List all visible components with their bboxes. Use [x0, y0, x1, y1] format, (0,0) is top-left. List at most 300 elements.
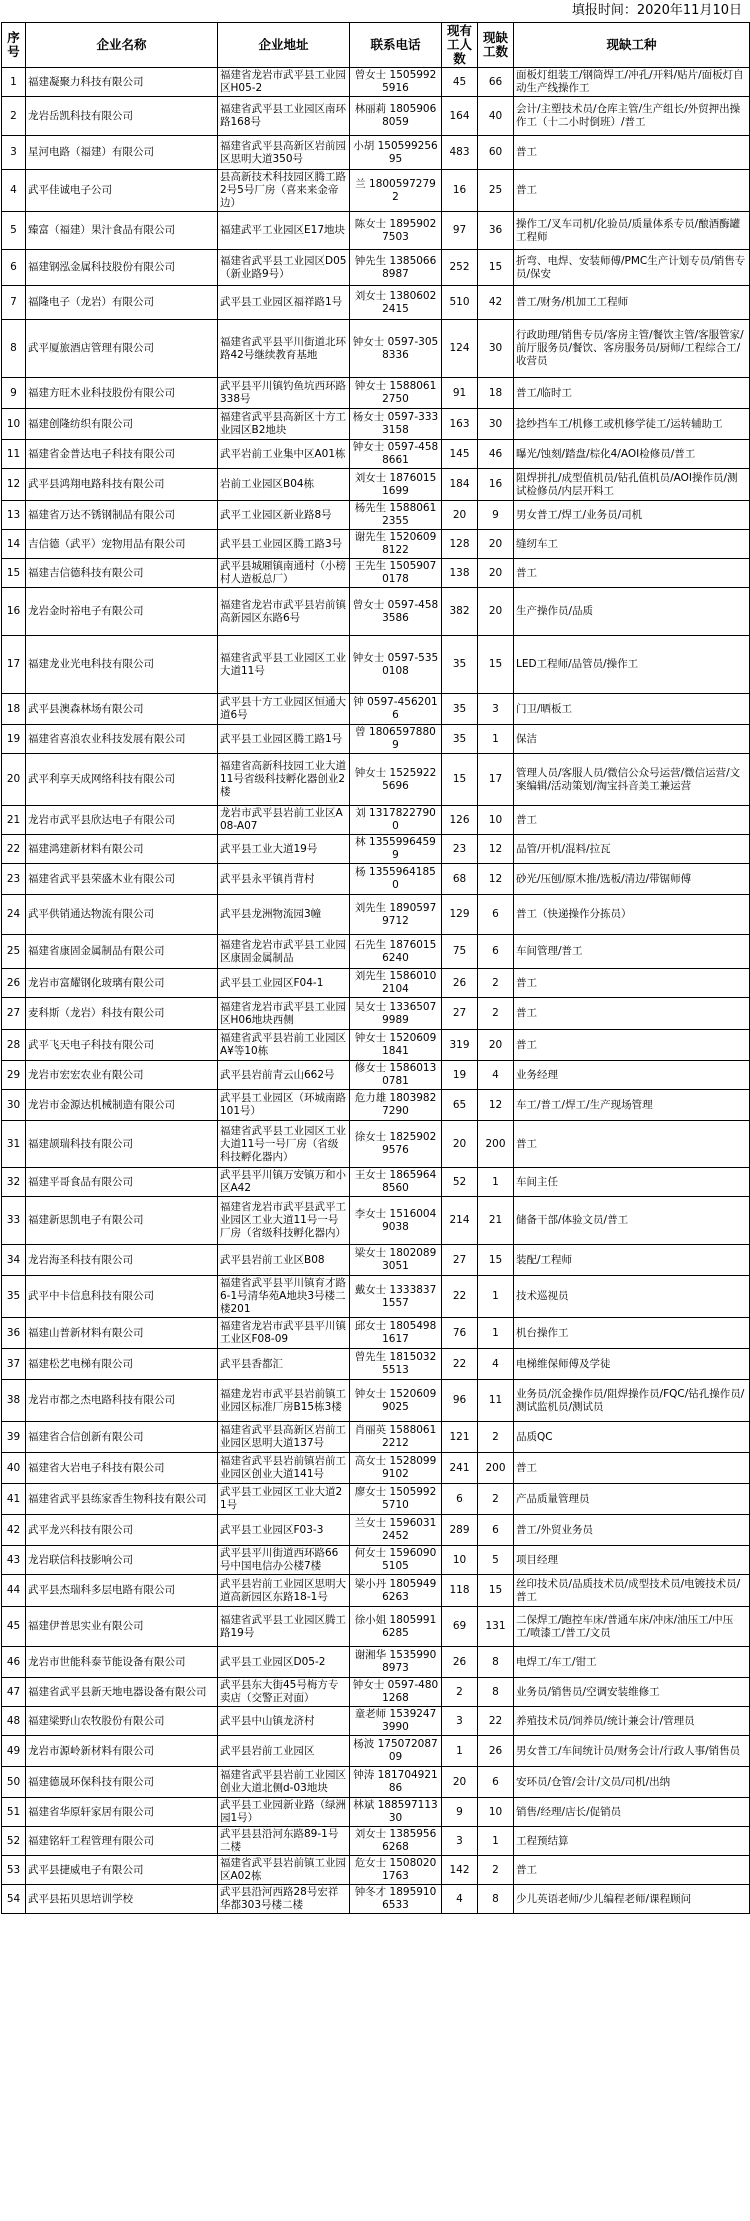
cell-phone: 陈女士 18959027503 [350, 212, 442, 250]
table-row [2, 440, 750, 469]
cell-phone: 肖丽英 15880612212 [350, 1422, 442, 1453]
table-row [2, 1736, 750, 1767]
cell-company: 龙岩市源岭新材料有限公司 [26, 1736, 218, 1767]
cell-index: 22 [2, 835, 26, 864]
cell-company: 星河电路（福建）有限公司 [26, 136, 218, 170]
cell-index: 34 [2, 1245, 26, 1276]
cell-company: 福建创隆纺织有限公司 [26, 409, 218, 440]
cell-company: 福建省华原轩家居有限公司 [26, 1798, 218, 1827]
cell-address: 武平县工业园新业路（绿洲园1号） [218, 1798, 350, 1827]
cell-shortage: 8 [478, 1885, 514, 1914]
table-row [2, 1546, 750, 1575]
col-header-shortage: 现缺工数 [478, 23, 514, 68]
cell-job-types: 男女普工/焊工/业务员/司机 [514, 501, 750, 530]
cell-company: 福建新思凯电子有限公司 [26, 1197, 218, 1245]
cell-company: 武平县捷威电子有限公司 [26, 1856, 218, 1885]
cell-address: 武平县城厢镇南通村（小榜村人造板总厂） [218, 559, 350, 588]
table-row [2, 1515, 750, 1546]
cell-address: 福建省武平县高新区十方工业园区B2地块 [218, 409, 350, 440]
cell-shortage: 8 [478, 1647, 514, 1678]
cell-phone: 徐女士 18259029576 [350, 1121, 442, 1168]
cell-phone: 曾女士 0597-4583586 [350, 588, 442, 636]
cell-phone: 谢先生 15206098122 [350, 530, 442, 559]
cell-workers: 126 [442, 806, 478, 835]
cell-index: 38 [2, 1380, 26, 1422]
cell-shortage: 1 [478, 1318, 514, 1349]
cell-address: 武平县岩前青云山662号 [218, 1061, 350, 1090]
cell-company: 武平供销通达物流有限公司 [26, 895, 218, 935]
cell-workers: 65 [442, 1090, 478, 1121]
table-row [2, 501, 750, 530]
cell-address: 福建省武平县工业园区工业大道11号一号厂房（省级科技孵化器内） [218, 1121, 350, 1168]
cell-company: 福建吉信德科技有限公司 [26, 559, 218, 588]
cell-phone: 刘先生 15860102104 [350, 969, 442, 998]
cell-phone: 钟女士 0597-3058336 [350, 320, 442, 378]
cell-address: 武平县东大街45号梅方专卖店（交警正对面） [218, 1678, 350, 1707]
cell-job-types: 行政助理/销售专员/客房主管/餐饮主管/客服管家/前厅服务员/餐饮、客房服务员/厨师/工程综合工/收营员 [514, 320, 750, 378]
cell-address: 武平县县沿河东路89-1号二楼 [218, 1827, 350, 1856]
cell-address: 岩前工业园区B04栋 [218, 469, 350, 501]
cell-workers: 16 [442, 170, 478, 212]
cell-address: 武平县工业园区F04-1 [218, 969, 350, 998]
table-row [2, 1422, 750, 1453]
cell-address: 武平岩前工业集中区A01栋 [218, 440, 350, 469]
cell-address: 武平县永平镇肖背村 [218, 864, 350, 895]
cell-index: 37 [2, 1349, 26, 1380]
cell-index: 54 [2, 1885, 26, 1914]
col-header-company: 企业名称 [26, 23, 218, 68]
cell-index: 3 [2, 136, 26, 170]
cell-workers: 118 [442, 1575, 478, 1607]
cell-company: 福建颉瑞科技有限公司 [26, 1121, 218, 1168]
cell-phone: 杨女士 0597-3333158 [350, 409, 442, 440]
cell-phone: 危女士 15080201763 [350, 1856, 442, 1885]
cell-workers: 128 [442, 530, 478, 559]
cell-shortage: 20 [478, 530, 514, 559]
cell-index: 44 [2, 1575, 26, 1607]
cell-company: 武平县拓贝思培训学校 [26, 1885, 218, 1914]
cell-address: 武平县平川街道西环路66号中国电信办公楼7楼 [218, 1546, 350, 1575]
cell-workers: 91 [442, 378, 478, 409]
cell-address: 福建省龙岩市武平县工业园区康固金属制品 [218, 935, 350, 969]
cell-workers: 241 [442, 1453, 478, 1484]
cell-job-types: 电焊工/车工/钳工 [514, 1647, 750, 1678]
cell-address: 武平县工业园区福祥路1号 [218, 286, 350, 320]
cell-index: 24 [2, 895, 26, 935]
table-row [2, 998, 750, 1030]
cell-workers: 121 [442, 1422, 478, 1453]
cell-index: 42 [2, 1515, 26, 1546]
cell-company: 龙岩岳凯科技有限公司 [26, 97, 218, 136]
cell-job-types: 阻焊拼扎/成型值机员/钻孔值机员/AOI操作员/测试检修员/内层开料工 [514, 469, 750, 501]
cell-shortage: 12 [478, 1090, 514, 1121]
cell-workers: 289 [442, 1515, 478, 1546]
cell-phone: 曾先生 18150325513 [350, 1349, 442, 1380]
cell-index: 52 [2, 1827, 26, 1856]
cell-company: 福建省金普达电子科技有限公司 [26, 440, 218, 469]
cell-phone: 刘女士 18760151699 [350, 469, 442, 501]
cell-phone: 林丽莉 18059068059 [350, 97, 442, 136]
cell-address: 武平县工业园区D05-2 [218, 1647, 350, 1678]
cell-index: 33 [2, 1197, 26, 1245]
cell-phone: 钟女士 15206099025 [350, 1380, 442, 1422]
table-row [2, 806, 750, 835]
table-row [2, 320, 750, 378]
cell-job-types: 普工 [514, 1030, 750, 1061]
cell-job-types: 装配/工程师 [514, 1245, 750, 1276]
cell-job-types: 普工/外贸业务员 [514, 1515, 750, 1546]
cell-phone: 邱女士 18054981617 [350, 1318, 442, 1349]
cell-shortage: 10 [478, 1798, 514, 1827]
cell-index: 47 [2, 1678, 26, 1707]
cell-index: 23 [2, 864, 26, 895]
cell-phone: 王先生 15059070178 [350, 559, 442, 588]
cell-job-types: 普工 [514, 559, 750, 588]
cell-company: 福建方旺木业科技股份有限公司 [26, 378, 218, 409]
cell-company: 武平厦旅酒店管理有限公司 [26, 320, 218, 378]
col-header-index: 序号 [2, 23, 26, 68]
cell-shortage: 9 [478, 501, 514, 530]
cell-job-types: 品管/开机/混料/拉瓦 [514, 835, 750, 864]
cell-shortage: 46 [478, 440, 514, 469]
cell-job-types: 普工/临时工 [514, 378, 750, 409]
cell-phone: 谢湘华 15359908973 [350, 1647, 442, 1678]
cell-address: 武平县香都汇 [218, 1349, 350, 1380]
cell-company: 龙岩市金源达机械制造有限公司 [26, 1090, 218, 1121]
col-header-address: 企业地址 [218, 23, 350, 68]
cell-workers: 45 [442, 68, 478, 97]
cell-workers: 145 [442, 440, 478, 469]
table-row [2, 636, 750, 694]
table-row [2, 68, 750, 97]
cell-phone: 林 13559964599 [350, 835, 442, 864]
cell-index: 32 [2, 1168, 26, 1197]
cell-shortage: 42 [478, 286, 514, 320]
cell-address: 福建省龙岩市武平县工业园区H05-2 [218, 68, 350, 97]
cell-company: 龙岩市富耀钢化玻璃有限公司 [26, 969, 218, 998]
cell-index: 12 [2, 469, 26, 501]
cell-index: 39 [2, 1422, 26, 1453]
cell-address: 福建省武平县岩前工业园区创业大道北侧d-03地块 [218, 1767, 350, 1798]
cell-index: 49 [2, 1736, 26, 1767]
cell-company: 龙岩市都之杰电路科技有限公司 [26, 1380, 218, 1422]
cell-shortage: 1 [478, 1276, 514, 1318]
cell-workers: 10 [442, 1546, 478, 1575]
cell-job-types: 生产操作员/品质 [514, 588, 750, 636]
cell-job-types: 养殖技术员/饲养员/统计兼会计/管理员 [514, 1707, 750, 1736]
cell-workers: 163 [442, 409, 478, 440]
table-row [2, 1276, 750, 1318]
cell-company: 龙岩金时裕电子有限公司 [26, 588, 218, 636]
cell-workers: 20 [442, 1121, 478, 1168]
table-row [2, 1030, 750, 1061]
cell-company: 福建省武平县练家香生物科技有限公司 [26, 1484, 218, 1515]
cell-company: 福隆电子（龙岩）有限公司 [26, 286, 218, 320]
table-row [2, 1678, 750, 1707]
cell-workers: 2 [442, 1678, 478, 1707]
cell-workers: 76 [442, 1318, 478, 1349]
cell-phone: 曾 18065978809 [350, 725, 442, 754]
cell-workers: 69 [442, 1607, 478, 1647]
cell-index: 51 [2, 1798, 26, 1827]
cell-address: 武平县工业园区腾工路3号 [218, 530, 350, 559]
cell-phone: 兰 18005972792 [350, 170, 442, 212]
cell-index: 48 [2, 1707, 26, 1736]
cell-job-types: 折弯、电焊、安装师傅/PMC生产计划专员/销售专员/保安 [514, 250, 750, 286]
cell-index: 6 [2, 250, 26, 286]
cell-workers: 252 [442, 250, 478, 286]
cell-job-types: 保洁 [514, 725, 750, 754]
cell-phone: 刘先生 18905979712 [350, 895, 442, 935]
cell-address: 县高新技术科技园区腾工路2号5号厂房（喜来来金帝边） [218, 170, 350, 212]
cell-phone: 钟先生 13850668987 [350, 250, 442, 286]
cell-phone: 兰女士 15960312452 [350, 1515, 442, 1546]
cell-shortage: 12 [478, 835, 514, 864]
cell-company: 麦科斯（龙岩）科技有限公司 [26, 998, 218, 1030]
cell-job-types: 电梯维保师傅及学徒 [514, 1349, 750, 1380]
cell-index: 1 [2, 68, 26, 97]
cell-shortage: 25 [478, 170, 514, 212]
cell-company: 武平县杰瑞科多层电路有限公司 [26, 1575, 218, 1607]
cell-job-types: 业务经理 [514, 1061, 750, 1090]
cell-index: 13 [2, 501, 26, 530]
cell-index: 5 [2, 212, 26, 250]
cell-workers: 68 [442, 864, 478, 895]
cell-company: 福建省合信创新有限公司 [26, 1422, 218, 1453]
cell-company: 武平县澳森林场有限公司 [26, 694, 218, 725]
cell-job-types: 普工 [514, 1856, 750, 1885]
cell-address: 福建省武平县高新区岩前工业园区思明大道137号 [218, 1422, 350, 1453]
cell-index: 4 [2, 170, 26, 212]
table-row [2, 1380, 750, 1422]
cell-job-types: 品质QC [514, 1422, 750, 1453]
cell-company: 武平龙兴科技有限公司 [26, 1515, 218, 1546]
table-row [2, 835, 750, 864]
table-row [2, 1168, 750, 1197]
cell-job-types: 砂光/压刨/原木推/选板/清边/带锯师傅 [514, 864, 750, 895]
cell-phone: 王女士 18659648560 [350, 1168, 442, 1197]
table-row [2, 588, 750, 636]
cell-company: 福建平哥食品有限公司 [26, 1168, 218, 1197]
cell-workers: 23 [442, 835, 478, 864]
cell-job-types: 普工 [514, 969, 750, 998]
cell-shortage: 1 [478, 725, 514, 754]
cell-address: 武平县工业园区（环城南路101号） [218, 1090, 350, 1121]
cell-workers: 214 [442, 1197, 478, 1245]
cell-index: 14 [2, 530, 26, 559]
cell-shortage: 200 [478, 1453, 514, 1484]
cell-company: 龙岩市世能科泰节能设备有限公司 [26, 1647, 218, 1678]
table-row [2, 1061, 750, 1090]
cell-shortage: 4 [478, 1349, 514, 1380]
cell-job-types: 缝纫车工 [514, 530, 750, 559]
cell-company: 吉信德（武平）宠物用品有限公司 [26, 530, 218, 559]
cell-company: 福建山普新材料有限公司 [26, 1318, 218, 1349]
table-row [2, 97, 750, 136]
cell-phone: 廖女士 15059925710 [350, 1484, 442, 1515]
cell-company: 福建省大岩电子科技有限公司 [26, 1453, 218, 1484]
cell-workers: 97 [442, 212, 478, 250]
cell-company: 福建鸿建新材料有限公司 [26, 835, 218, 864]
cell-workers: 483 [442, 136, 478, 170]
cell-shortage: 2 [478, 998, 514, 1030]
cell-shortage: 6 [478, 895, 514, 935]
cell-shortage: 2 [478, 969, 514, 998]
cell-workers: 35 [442, 694, 478, 725]
cell-index: 43 [2, 1546, 26, 1575]
cell-company: 臻富（福建）果汁食品有限公司 [26, 212, 218, 250]
table-row [2, 212, 750, 250]
cell-job-types: 车工/普工/焊工/生产现场管理 [514, 1090, 750, 1121]
cell-job-types: 项目经理 [514, 1546, 750, 1575]
cell-shortage: 15 [478, 1575, 514, 1607]
cell-address: 武平县工业大道19号 [218, 835, 350, 864]
cell-workers: 27 [442, 998, 478, 1030]
cell-phone: 童老师 15392473990 [350, 1707, 442, 1736]
cell-index: 29 [2, 1061, 26, 1090]
cell-shortage: 2 [478, 1856, 514, 1885]
cell-company: 武平飞天电子科技有限公司 [26, 1030, 218, 1061]
cell-index: 27 [2, 998, 26, 1030]
cell-address: 武平县工业园区F03-3 [218, 1515, 350, 1546]
cell-index: 50 [2, 1767, 26, 1798]
cell-phone: 小胡 15059925695 [350, 136, 442, 170]
cell-company: 龙岩联信科技影响公司 [26, 1546, 218, 1575]
cell-index: 19 [2, 725, 26, 754]
cell-job-types: 管理人员/客服人员/微信公众号运营/微信运营/文案编辑/活动策划/淘宝抖音美工兼运营 [514, 754, 750, 806]
cell-address: 福建省武平县岩前镇工业园区A02栋 [218, 1856, 350, 1885]
cell-workers: 164 [442, 97, 478, 136]
cell-workers: 124 [442, 320, 478, 378]
cell-shortage: 5 [478, 1546, 514, 1575]
cell-phone: 刘 13178227900 [350, 806, 442, 835]
cell-address: 武平县岩前工业区B08 [218, 1245, 350, 1276]
cell-index: 53 [2, 1856, 26, 1885]
cell-workers: 75 [442, 935, 478, 969]
table-row [2, 469, 750, 501]
cell-company: 武平中卡信息科技有限公司 [26, 1276, 218, 1318]
cell-index: 9 [2, 378, 26, 409]
cell-company: 龙岩海圣科技有限公司 [26, 1245, 218, 1276]
cell-job-types: 安环员/仓管/会计/文员/司机/出纳 [514, 1767, 750, 1798]
cell-workers: 510 [442, 286, 478, 320]
table-row [2, 136, 750, 170]
cell-phone: 修女士 15860130781 [350, 1061, 442, 1090]
cell-workers: 138 [442, 559, 478, 588]
cell-phone: 梁女士 18020893051 [350, 1245, 442, 1276]
cell-phone: 钟女士 0597-4801268 [350, 1678, 442, 1707]
cell-job-types: 工程预结算 [514, 1827, 750, 1856]
cell-shortage: 30 [478, 409, 514, 440]
cell-company: 福建省武平县荣盛木业有限公司 [26, 864, 218, 895]
cell-workers: 19 [442, 1061, 478, 1090]
cell-company: 福建省万达不锈钢制品有限公司 [26, 501, 218, 530]
cell-job-types: 普工 [514, 998, 750, 1030]
cell-workers: 35 [442, 636, 478, 694]
cell-phone: 吴女士 13365079989 [350, 998, 442, 1030]
cell-address: 武平县龙洲物流园3幢 [218, 895, 350, 935]
cell-company: 福建铭轩工程管理有限公司 [26, 1827, 218, 1856]
cell-shortage: 21 [478, 1197, 514, 1245]
cell-job-types: 产品质量管理员 [514, 1484, 750, 1515]
cell-workers: 26 [442, 969, 478, 998]
cell-company: 福建梁野山农牧股份有限公司 [26, 1707, 218, 1736]
cell-address: 福建省武平县平川街道北环路42号继续教育基地 [218, 320, 350, 378]
table-row [2, 725, 750, 754]
cell-shortage: 131 [478, 1607, 514, 1647]
table-row [2, 1647, 750, 1678]
cell-job-types: 会计/主塑技术员/仓库主管/生产组长/外贸押出操作工（十二小时倒班）/普工 [514, 97, 750, 136]
cell-job-types: 丝印技术员/品质技术员/成型技术员/电镀技术员/普工 [514, 1575, 750, 1607]
cell-address: 武平县平川镇万安镇万和小区A42 [218, 1168, 350, 1197]
cell-phone: 石先生 18760156240 [350, 935, 442, 969]
table-row [2, 1453, 750, 1484]
cell-workers: 96 [442, 1380, 478, 1422]
table-row [2, 1575, 750, 1607]
table-row [2, 1856, 750, 1885]
cell-phone: 林斌 18859711330 [350, 1798, 442, 1827]
cell-phone: 钟女士 15259225696 [350, 754, 442, 806]
cell-company: 武平县鸿翔电路科技有限公司 [26, 469, 218, 501]
cell-phone: 李女士 15160049038 [350, 1197, 442, 1245]
cell-index: 36 [2, 1318, 26, 1349]
cell-job-types: 技术巡视员 [514, 1276, 750, 1318]
cell-company: 福建伊普思实业有限公司 [26, 1607, 218, 1647]
cell-address: 福建省武平县工业园区南环路168号 [218, 97, 350, 136]
cell-workers: 3 [442, 1827, 478, 1856]
table-row [2, 1827, 750, 1856]
cell-company: 福建钢泓金属科技股份有限公司 [26, 250, 218, 286]
cell-address: 武平县岩前工业园区 [218, 1736, 350, 1767]
col-header-phone: 联系电话 [350, 23, 442, 68]
cell-job-types: 男女普工/车间统计员/财务会计/行政人事/销售员 [514, 1736, 750, 1767]
cell-address: 福建省龙岩市武平县武平工业园区工业大道11号一号厂房（省级科技孵化器内） [218, 1197, 350, 1245]
table-row [2, 1885, 750, 1914]
cell-address: 武平县岩前工业园区思明大道高新园区东路18-1号 [218, 1575, 350, 1607]
cell-index: 7 [2, 286, 26, 320]
cell-address: 福建省武平县岩前镇岩前工业园区创业大道141号 [218, 1453, 350, 1484]
cell-workers: 20 [442, 1767, 478, 1798]
cell-company: 福建省武平县新天地电器设备有限公司 [26, 1678, 218, 1707]
cell-workers: 27 [442, 1245, 478, 1276]
cell-shortage: 6 [478, 935, 514, 969]
cell-shortage: 22 [478, 1707, 514, 1736]
cell-job-types: LED工程师/品管员/操作工 [514, 636, 750, 694]
cell-phone: 梁小丹 18059496263 [350, 1575, 442, 1607]
table-row [2, 864, 750, 895]
table-row [2, 754, 750, 806]
cell-job-types: 普工 [514, 1121, 750, 1168]
cell-phone: 曾女士 15059925916 [350, 68, 442, 97]
cell-workers: 142 [442, 1856, 478, 1885]
cell-phone: 钟女士 15206091841 [350, 1030, 442, 1061]
table-row [2, 1767, 750, 1798]
cell-shortage: 2 [478, 1484, 514, 1515]
cell-job-types: 普工/财务/机加工工程师 [514, 286, 750, 320]
cell-phone: 杨 13559641850 [350, 864, 442, 895]
cell-company: 武平佳诚电子公司 [26, 170, 218, 212]
cell-phone: 钟女士 0597-4588661 [350, 440, 442, 469]
cell-phone: 钟涛 18170492186 [350, 1767, 442, 1798]
cell-phone: 徐小姐 18059916285 [350, 1607, 442, 1647]
col-header-job-types: 现缺工种 [514, 23, 750, 68]
cell-shortage: 16 [478, 469, 514, 501]
cell-workers: 15 [442, 754, 478, 806]
cell-workers: 35 [442, 725, 478, 754]
cell-address: 福建省高新科技园工业大道11号省级科技孵化器创业2楼 [218, 754, 350, 806]
table-row [2, 1349, 750, 1380]
table-row [2, 378, 750, 409]
